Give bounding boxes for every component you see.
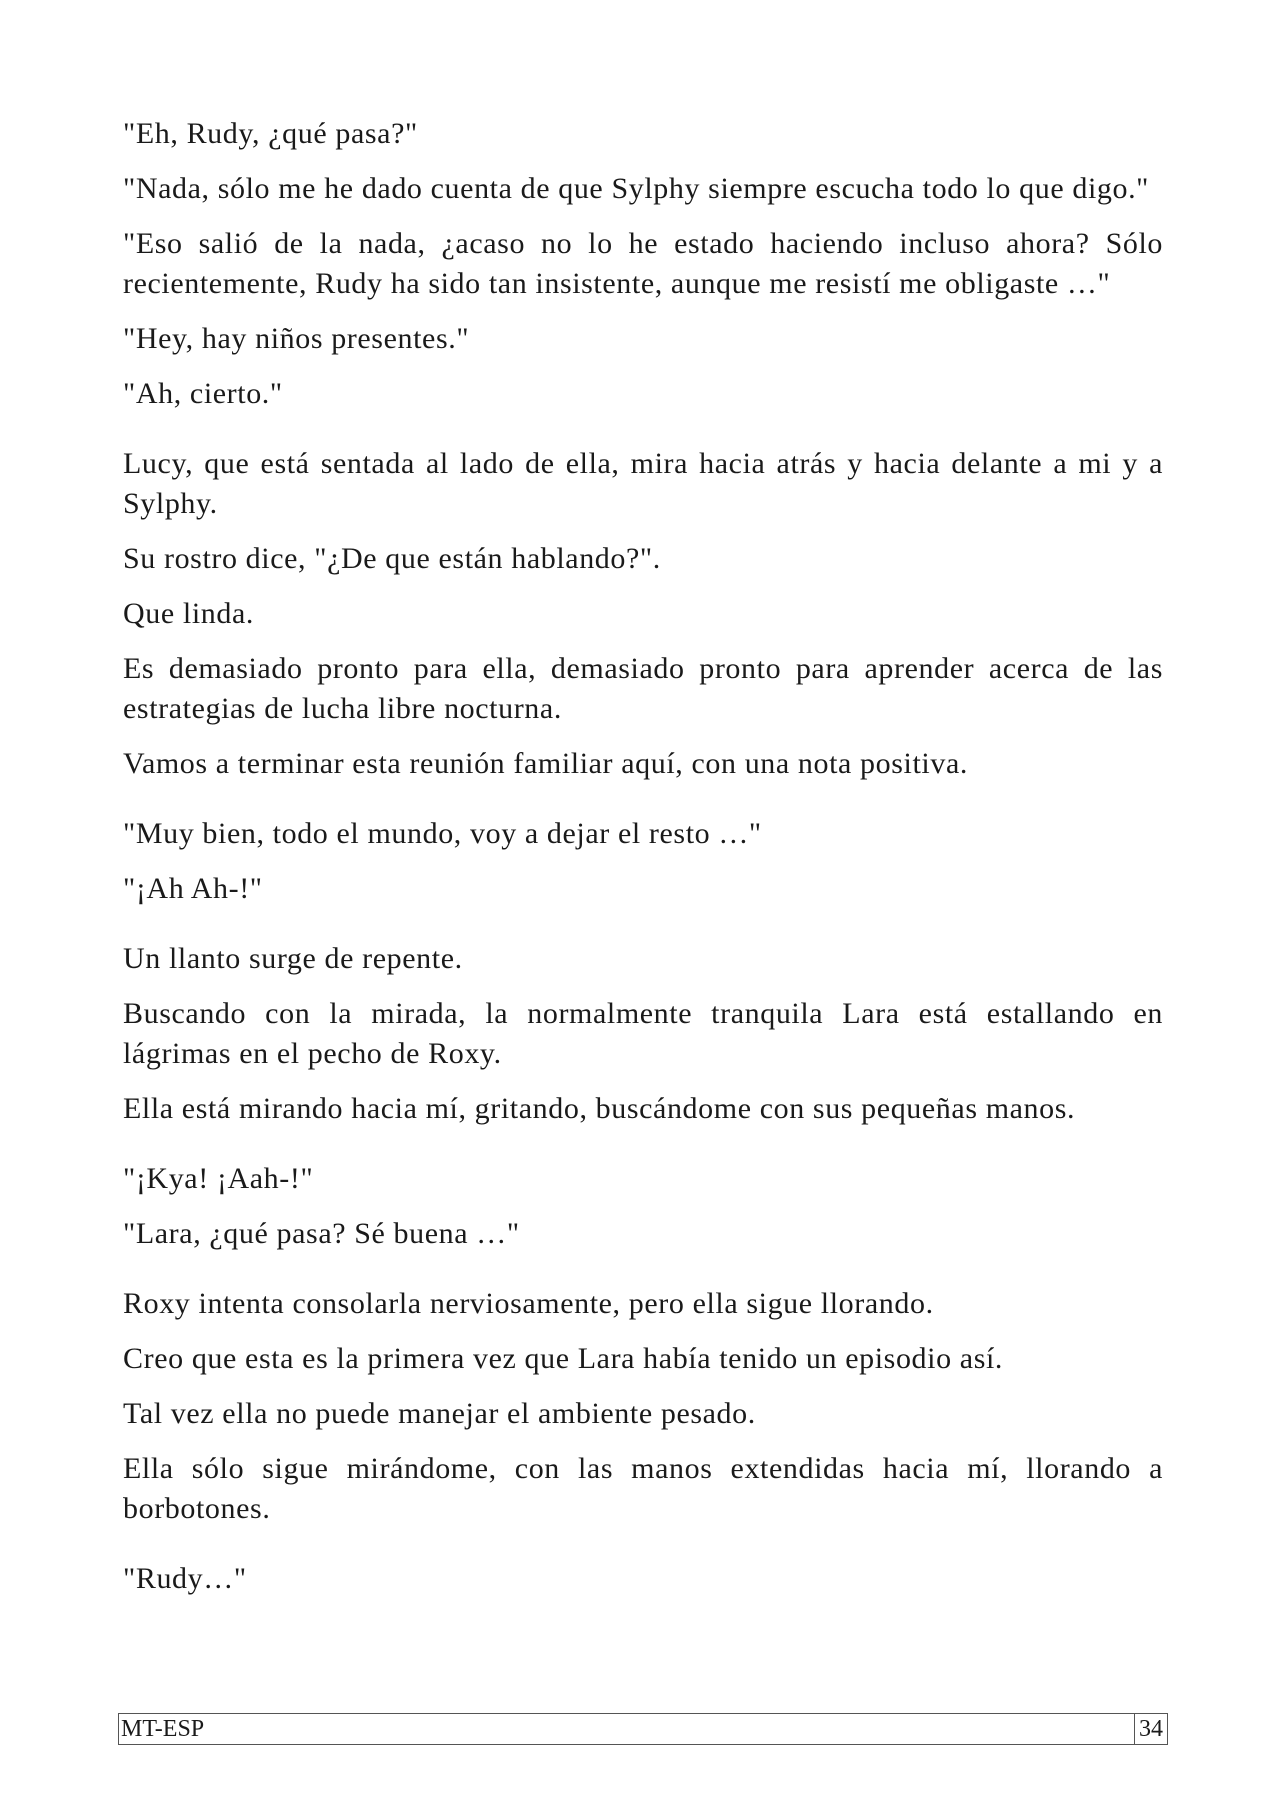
paragraph: Ella está mirando hacia mí, gritando, buscándome con sus pequeñas manos. — [123, 1092, 1076, 1125]
paragraph: Un llanto surge de repente. — [123, 942, 463, 975]
paragraph: "Nada, sólo me he dado cuenta de que Sylphy siempre escucha todo lo que digo." — [123, 172, 1150, 205]
paragraph: "¡Kya! ¡Aah-!" — [123, 1162, 314, 1195]
paragraph: Vamos a terminar esta reunión familiar aquí, con una nota positiva. — [123, 747, 968, 780]
paragraph: "Eh, Rudy, ¿qué pasa?" — [123, 117, 418, 150]
body-text — [123, 114, 1163, 1614]
paragraph: "¡Ah Ah-!" — [123, 872, 263, 905]
paragraph: Ella sólo sigue mirándome, con las manos extendidas hacia mí, llorando a borbotones. — [123, 1452, 1163, 1525]
paragraph: "Rudy…" — [123, 1562, 247, 1595]
paragraph: Es demasiado pronto para ella, demasiado pronto para aprender acerca de las estrategias de lucha libre nocturna. — [123, 652, 1163, 725]
paragraph: "Muy bien, todo el mundo, voy a dejar el resto …" — [123, 817, 762, 850]
paragraph: "Hey, hay niños presentes." — [123, 322, 470, 355]
paragraph: Roxy intenta consolarla nerviosamente, pero ella sigue llorando. — [123, 1287, 934, 1320]
footer-label: MT-ESP — [121, 1716, 205, 1742]
paragraph: Creo que esta es la primera vez que Lara había tenido un episodio así. — [123, 1342, 1004, 1375]
paragraph: "Ah, cierto." — [123, 377, 283, 410]
paragraph: Lucy, que está sentada al lado de ella, mira hacia atrás y hacia delante a mi y a Sylphy. — [123, 447, 1163, 520]
paragraph: Tal vez ella no puede manejar el ambiente pesado. — [123, 1397, 756, 1430]
paragraph: "Eso salió de la nada, ¿acaso no lo he estado haciendo incluso ahora? Sólo recientemente, Rudy ha sido tan insistente, aunque me resistí me obligaste …" — [123, 227, 1163, 300]
paragraph: Buscando con la mirada, la normalmente tranquila Lara está estallando en lágrimas en el pecho de Roxy. — [123, 997, 1163, 1070]
page-number: 34 — [1134, 1714, 1167, 1744]
page-footer — [118, 1713, 1168, 1745]
paragraph: "Lara, ¿qué pasa? Sé buena …" — [123, 1217, 520, 1250]
paragraph: Que linda. — [123, 597, 254, 630]
paragraph: Su rostro dice, "¿De que están hablando?". — [123, 542, 661, 575]
